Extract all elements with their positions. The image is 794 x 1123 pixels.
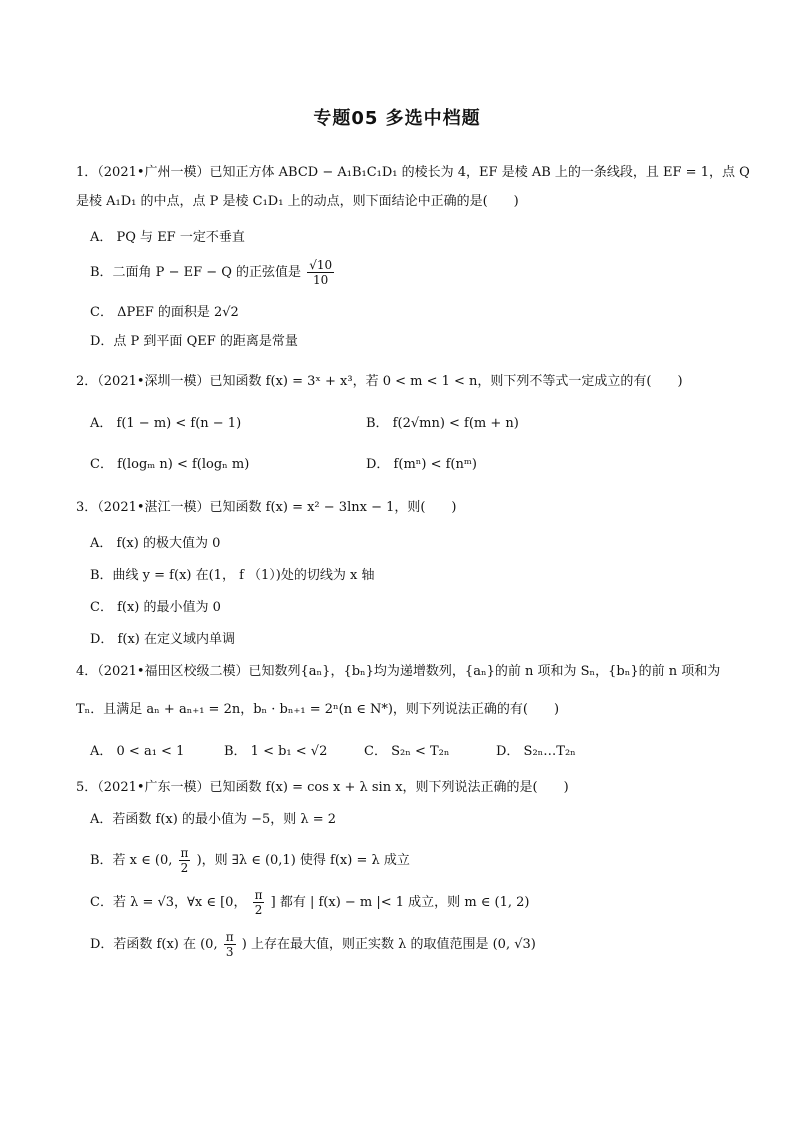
q1-stem-line2: 是棱 A₁D₁ 的中点，点 P 是棱 C₁D₁ 上的动点，则下面结论中正确的是( ) [76,194,519,209]
q5-option-c-numerator: π [254,888,263,902]
q1-option-a: A． PQ 与 EF 一定不垂直 [90,230,245,245]
q2-option-b: B． f(2√mn) < f(m + n) [366,416,519,431]
q5-option-d-denominator: 3 [225,945,234,959]
q1-option-b-numerator: √10 [309,258,333,272]
q1-option-d: D．点 P 到平面 QEF 的距离是常量 [90,334,298,349]
q5-option-c-fraction [253,888,265,917]
q4-stem-line1: 4．（2021•福田区校级二模）已知数列{aₙ}，{bₙ}均为递增数列，{aₙ}的前 n 项和为 Sₙ，{bₙ}的前 n 项和为 [76,664,721,679]
q5-option-d [90,930,536,959]
q5-option-a: A．若函数 f(x) 的最小值为 −5，则 λ = 2 [90,812,337,827]
page-title: 专题05 多选中档题 [313,108,481,129]
q4-option-b: B． 1 < b₁ < √2 [224,744,328,759]
q1-option-b-fraction [307,258,334,287]
q3-option-b: B．曲线 y = f(x) 在(1， f （1）)处的切线为 x 轴 [90,568,375,583]
q4-stem-line2: Tₙ．且满足 aₙ + aₙ₊₁ = 2n，bₙ · bₙ₊₁ = 2ⁿ(n ∈ N*)，则下列说法正确的有( ) [76,702,560,717]
q5-option-d-numerator: π [225,930,234,944]
q4-option-c: C． S₂ₙ < T₂ₙ [364,744,450,759]
q3-stem-line1: 3．（2021•湛江一模）已知函数 f(x) = x² − 3lnx − 1，则( ) [76,500,457,515]
q1-option-b-denominator: 10 [313,273,329,287]
q2-option-d: D． f(mⁿ) < f(nᵐ) [366,457,477,472]
q5-option-b-fraction [179,846,191,875]
q3-option-a: A． f(x) 的极大值为 0 [90,536,221,551]
q2-option-c: C． f(logₘ n) < f(logₙ m) [90,457,250,472]
q5-option-c [90,888,529,917]
q5-option-b-numerator: π [180,846,189,860]
q1-option-b [90,258,336,287]
q5-option-b-denominator: 2 [180,861,189,875]
q5-option-d-text-pre: D．若函数 f(x) 在 (0, [90,937,218,952]
q4-option-a: A． 0 < a₁ < 1 [90,744,185,759]
q5-option-b-text-post: )，则 ∃λ ∈ (0,1) 使得 f(x) = λ 成立 [196,853,410,868]
q5-option-c-text-pre: C．若 λ = √3，∀x ∈ [0， [90,895,247,910]
q5-option-c-denominator: 2 [254,903,263,917]
q1-option-b-text: B．二面角 P − EF − Q 的正弦值是 [90,265,302,280]
q1-option-c: C． ΔPEF 的面积是 2√2 [90,305,239,320]
q5-option-b [90,846,410,875]
q2-option-a: A． f(1 − m) < f(n − 1) [90,416,242,431]
q2-stem-line1: 2．（2021•深圳一模）已知函数 f(x) = 3ˣ + x³，若 0 < m < 1 < n，则下列不等式一定成立的有( ) [76,374,683,389]
q5-option-b-text-pre: B．若 x ∈ (0, [90,853,173,868]
q5-option-d-fraction [224,930,236,959]
q3-option-c: C． f(x) 的最小值为 0 [90,600,221,615]
q5-stem-line1: 5．（2021•广东一模）已知函数 f(x) = cos x + λ sin x，则下列说法正确的是( ) [76,780,569,795]
q3-option-d: D． f(x) 在定义域内单调 [90,632,235,647]
q4-option-d: D． S₂ₙ…T₂ₙ [496,744,576,759]
q1-stem-line1: 1．（2021•广州一模）已知正方体 ABCD − A₁B₁C₁D₁ 的棱长为 4，EF 是棱 AB 上的一条线段，且 EF = 1，点 Q [76,165,750,180]
q5-option-d-text-post: ) 上存在最大值，则正实数 λ 的取值范围是 (0, √3) [241,937,536,952]
q5-option-c-text-post: ] 都有 | f(x) − m |< 1 成立，则 m ∈ (1, 2) [270,895,530,910]
